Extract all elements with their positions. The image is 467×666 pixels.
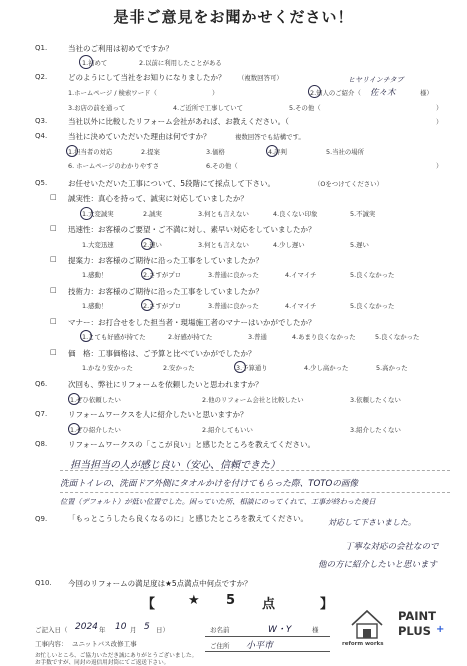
item-opt[interactable]: 5.遅い (350, 241, 369, 249)
q2-opt1[interactable]: 1.ホームページ / 検索ワード（ (68, 89, 157, 97)
q3-paren-close: ） (436, 118, 443, 126)
item-opt[interactable]: 2.さすがプロ (143, 302, 182, 310)
item-opt[interactable]: 2.安かった (163, 364, 195, 372)
item-opt[interactable]: 1.感動！ (82, 271, 108, 279)
q1-text: 当社のご利用は初めてですか？ (68, 44, 173, 53)
checkbox-icon[interactable]: □ (50, 255, 57, 263)
q7-opt2[interactable]: 2.紹介してもいい (202, 426, 253, 434)
item-opt[interactable]: 4.イマイチ (285, 302, 317, 310)
plus-mark-icon: + (436, 624, 445, 635)
q4-opt1[interactable]: 1.担当者の対応 (68, 148, 113, 156)
name-sama: 様 (312, 626, 319, 634)
q5-text: お任せいただいた工事について、5段階にて採点して下さい。 (68, 179, 275, 188)
house-logo-icon (348, 605, 386, 643)
q7-opt3[interactable]: 3.紹介したくない (350, 426, 401, 434)
checkbox-icon[interactable]: □ (50, 193, 57, 201)
q3-text: 当社以外に比較したリフォーム会社があれば、お教えください。（ (68, 117, 289, 126)
q8-answer-line2: 洗面トイレの、洗面ドア外側にタオルかけを付けてもらった際、TOTOの画像 (60, 479, 358, 489)
address-label: ご住所 (210, 642, 230, 650)
score-unit: 点 (262, 597, 278, 612)
q4-opt5[interactable]: 5.当社の場所 (326, 148, 365, 156)
item-opt[interactable]: 3.予算通り (236, 364, 268, 372)
checkbox-icon[interactable]: □ (50, 286, 57, 294)
q4-opt2[interactable]: 2.提案 (141, 148, 160, 156)
q8-number: Q8. (35, 440, 48, 448)
q9-answer-line2: 他の方に紹介したいと思います (318, 560, 438, 570)
item-opt[interactable]: 5.不誠実 (350, 210, 376, 218)
q6-text: 次回も、弊社にリフォームを依頼したいと思われますか？ (68, 380, 263, 389)
item-opt[interactable]: 4.良くない印象 (273, 210, 318, 218)
checkbox-icon[interactable]: □ (50, 317, 57, 325)
item-opt[interactable]: 3.何とも言えない (198, 210, 249, 218)
q9-text: 「もっとこうしたら良くなるのに」と感じたところを教えてください。 (68, 514, 308, 523)
item-opt[interactable]: 3.普通に良かった (208, 302, 259, 310)
item-opt[interactable]: 3.何とも言えない (198, 241, 249, 249)
q8-answer-line4: 対応して下さいました。 (328, 518, 416, 527)
q6-number: Q6. (35, 380, 48, 388)
item-opt[interactable]: 1.感動！ (82, 302, 108, 310)
score-bracket-left: 【 (142, 597, 158, 612)
q2-handwriting-b: 佐々木 (370, 88, 396, 98)
q10-text: 今回のリフォームの満足度は★5点満点中何点ですか？ (68, 579, 252, 588)
q8-answer-line3: 位置（デフォルト）が低い位置でした。困っていた所、相談にのってくれて、工事が終わった後日 (60, 497, 376, 506)
q5-sub: （Oをつけてください） (314, 180, 383, 188)
date-day[interactable]: 5 (144, 622, 150, 632)
item-opt[interactable]: 3.普通 (248, 333, 267, 341)
item-opt[interactable]: 2.好感が持てた (168, 333, 213, 341)
answer-line (60, 492, 450, 493)
item-head: 迅速性：お客様のご要望・ご不満に対し、素早い対応をしていましたか？ (68, 225, 316, 234)
q4-paren-close: ） (436, 162, 443, 170)
q1-number: Q1. (35, 44, 48, 52)
plus-logo-text: PLUS (398, 624, 431, 638)
address-value[interactable]: 小平市 (246, 641, 274, 651)
date-month[interactable]: 10 (115, 622, 127, 632)
checkbox-icon[interactable]: □ (50, 224, 57, 232)
q6-opt2[interactable]: 2.他のリフォーム会社と比較したい (202, 396, 304, 404)
q7-text: リフォームワークスを人に紹介したいと思いますか？ (68, 410, 248, 419)
q6-opt1[interactable]: 1.ぜひ依頼したい (70, 396, 121, 404)
q2-number: Q2. (35, 73, 48, 81)
q1-opt2[interactable]: 2.以前に利用したことがある (139, 59, 222, 67)
q4-sub: 複数回答でも結構です。 (235, 133, 305, 141)
checkbox-icon[interactable]: □ (50, 348, 57, 356)
item-opt[interactable]: 2.さすがプロ (143, 271, 182, 279)
return-note: お手数ですが、同封の返信用封筒にてご返送下さい。 (35, 660, 170, 666)
q6-opt3[interactable]: 3.依頼したくない (350, 396, 401, 404)
q3-number: Q3. (35, 117, 48, 125)
q2-handwriting-a: ヒヤリインチタブ (348, 76, 404, 84)
q10-number: Q10. (35, 579, 52, 587)
q4-text: 当社に決めていただいた理由は何ですか？ (68, 132, 211, 141)
q4-number: Q4. (35, 132, 48, 140)
q2-opt4[interactable]: 4.ご近所で工事していて (173, 104, 244, 112)
q4-opt3[interactable]: 3.価格 (206, 148, 225, 156)
item-opt[interactable]: 4.イマイチ (285, 271, 317, 279)
q7-opt1[interactable]: 1.ぜひ紹介したい (70, 426, 121, 434)
q9-number: Q9. (35, 515, 48, 523)
item-opt[interactable]: 4.少し遅い (273, 241, 305, 249)
item-opt[interactable]: 1.大変誠実 (82, 210, 114, 218)
survey-title: 是非ご意見をお聞かせください！ (113, 8, 354, 26)
item-opt[interactable]: 4.あまり良くなかった (292, 333, 356, 341)
q1-opt1[interactable]: 1.初めて (82, 59, 108, 67)
q2-paren-close2: ） (436, 104, 443, 112)
q2-sama: 様） (420, 89, 433, 97)
q4-opt6[interactable]: 6. ホームページのわかりやすさ (68, 162, 160, 170)
item-opt[interactable]: 1.とても好感が持てた (82, 333, 146, 341)
year-suffix: 年 (99, 626, 106, 634)
item-head: 誠実性：真心を持って、誠実に対応していましたか？ (68, 194, 248, 203)
item-opt[interactable]: 3.普通に良かった (208, 271, 259, 279)
date-label: ご記入日（ (35, 626, 68, 634)
paint-logo-text: PAINT (398, 609, 437, 623)
q5-number: Q5. (35, 179, 48, 187)
q2-opt5[interactable]: 5.その他（ (289, 104, 321, 112)
thanks-note: お忙しいところ、ご協力いただき誠にありがとうございました。 (35, 653, 198, 659)
item-head: マナー：お打合せをした担当者・現場施工者のマナーはいかがでしたか？ (68, 318, 316, 327)
q7-number: Q7. (35, 410, 48, 418)
item-opt[interactable]: 4.少し高かった (304, 364, 349, 372)
item-opt[interactable]: 2.誠実 (143, 210, 162, 218)
q4-opt4[interactable]: 4.評判 (268, 148, 287, 156)
item-opt[interactable]: 5.良くなかった (350, 302, 395, 310)
work-value: ユニットバス改修工事 (72, 640, 137, 648)
q4-opt7[interactable]: 6.その他（ (206, 162, 238, 170)
reform-works-label: reform works (342, 641, 384, 647)
item-opt[interactable]: 2.速い (143, 241, 162, 249)
date-year[interactable]: 2024 (75, 622, 98, 632)
q2-text: どのようにして当社をお知りになりましたか？ (68, 73, 226, 82)
q8-text: リフォームワークスの「ここが良い」と感じたところを教えてください。 (68, 440, 316, 449)
day-suffix: 日） (156, 626, 169, 634)
score-points: 5 (226, 593, 238, 608)
month-suffix: 月 (130, 626, 137, 634)
q2-opt3[interactable]: 3.お店の前を通って (68, 104, 126, 112)
name-value[interactable]: W・Y (268, 625, 292, 635)
q8-answer-line1: 担当担当の人が感じ良い（安心、信頼できた） (70, 460, 280, 471)
q2-paren-close: ） (212, 89, 219, 97)
answer-circle (79, 55, 93, 69)
item-opt[interactable]: 5.良くなかった (350, 271, 395, 279)
work-label: 工事内容： (35, 640, 68, 648)
item-opt[interactable]: 5.高かった (376, 364, 408, 372)
name-label: お名前 (210, 626, 230, 634)
name-underline (205, 636, 330, 637)
item-opt[interactable]: 1.大変迅速 (82, 241, 114, 249)
item-head: 提案力：お客様のご期待に沿った工事をしていましたか？ (68, 256, 263, 265)
address-underline (205, 651, 330, 652)
q9-answer-line1: 丁寧な対応の会社なので (345, 542, 439, 552)
item-head: 技術力：お客様のご期待に沿った工事をしていましたか？ (68, 287, 263, 296)
item-opt[interactable]: 5.良くなかった (375, 333, 420, 341)
q2-opt2[interactable]: 2.知人のご紹介（ (310, 89, 361, 97)
item-opt[interactable]: 1.かなり安かった (82, 364, 133, 372)
star-icon: ★ (188, 593, 202, 608)
score-bracket-right: 】 (320, 597, 336, 612)
item-head: 価 格：工事価格は、ご予算と比べていかがでしたか？ (68, 349, 256, 358)
q2-sub: （複数回答可） (238, 74, 283, 82)
